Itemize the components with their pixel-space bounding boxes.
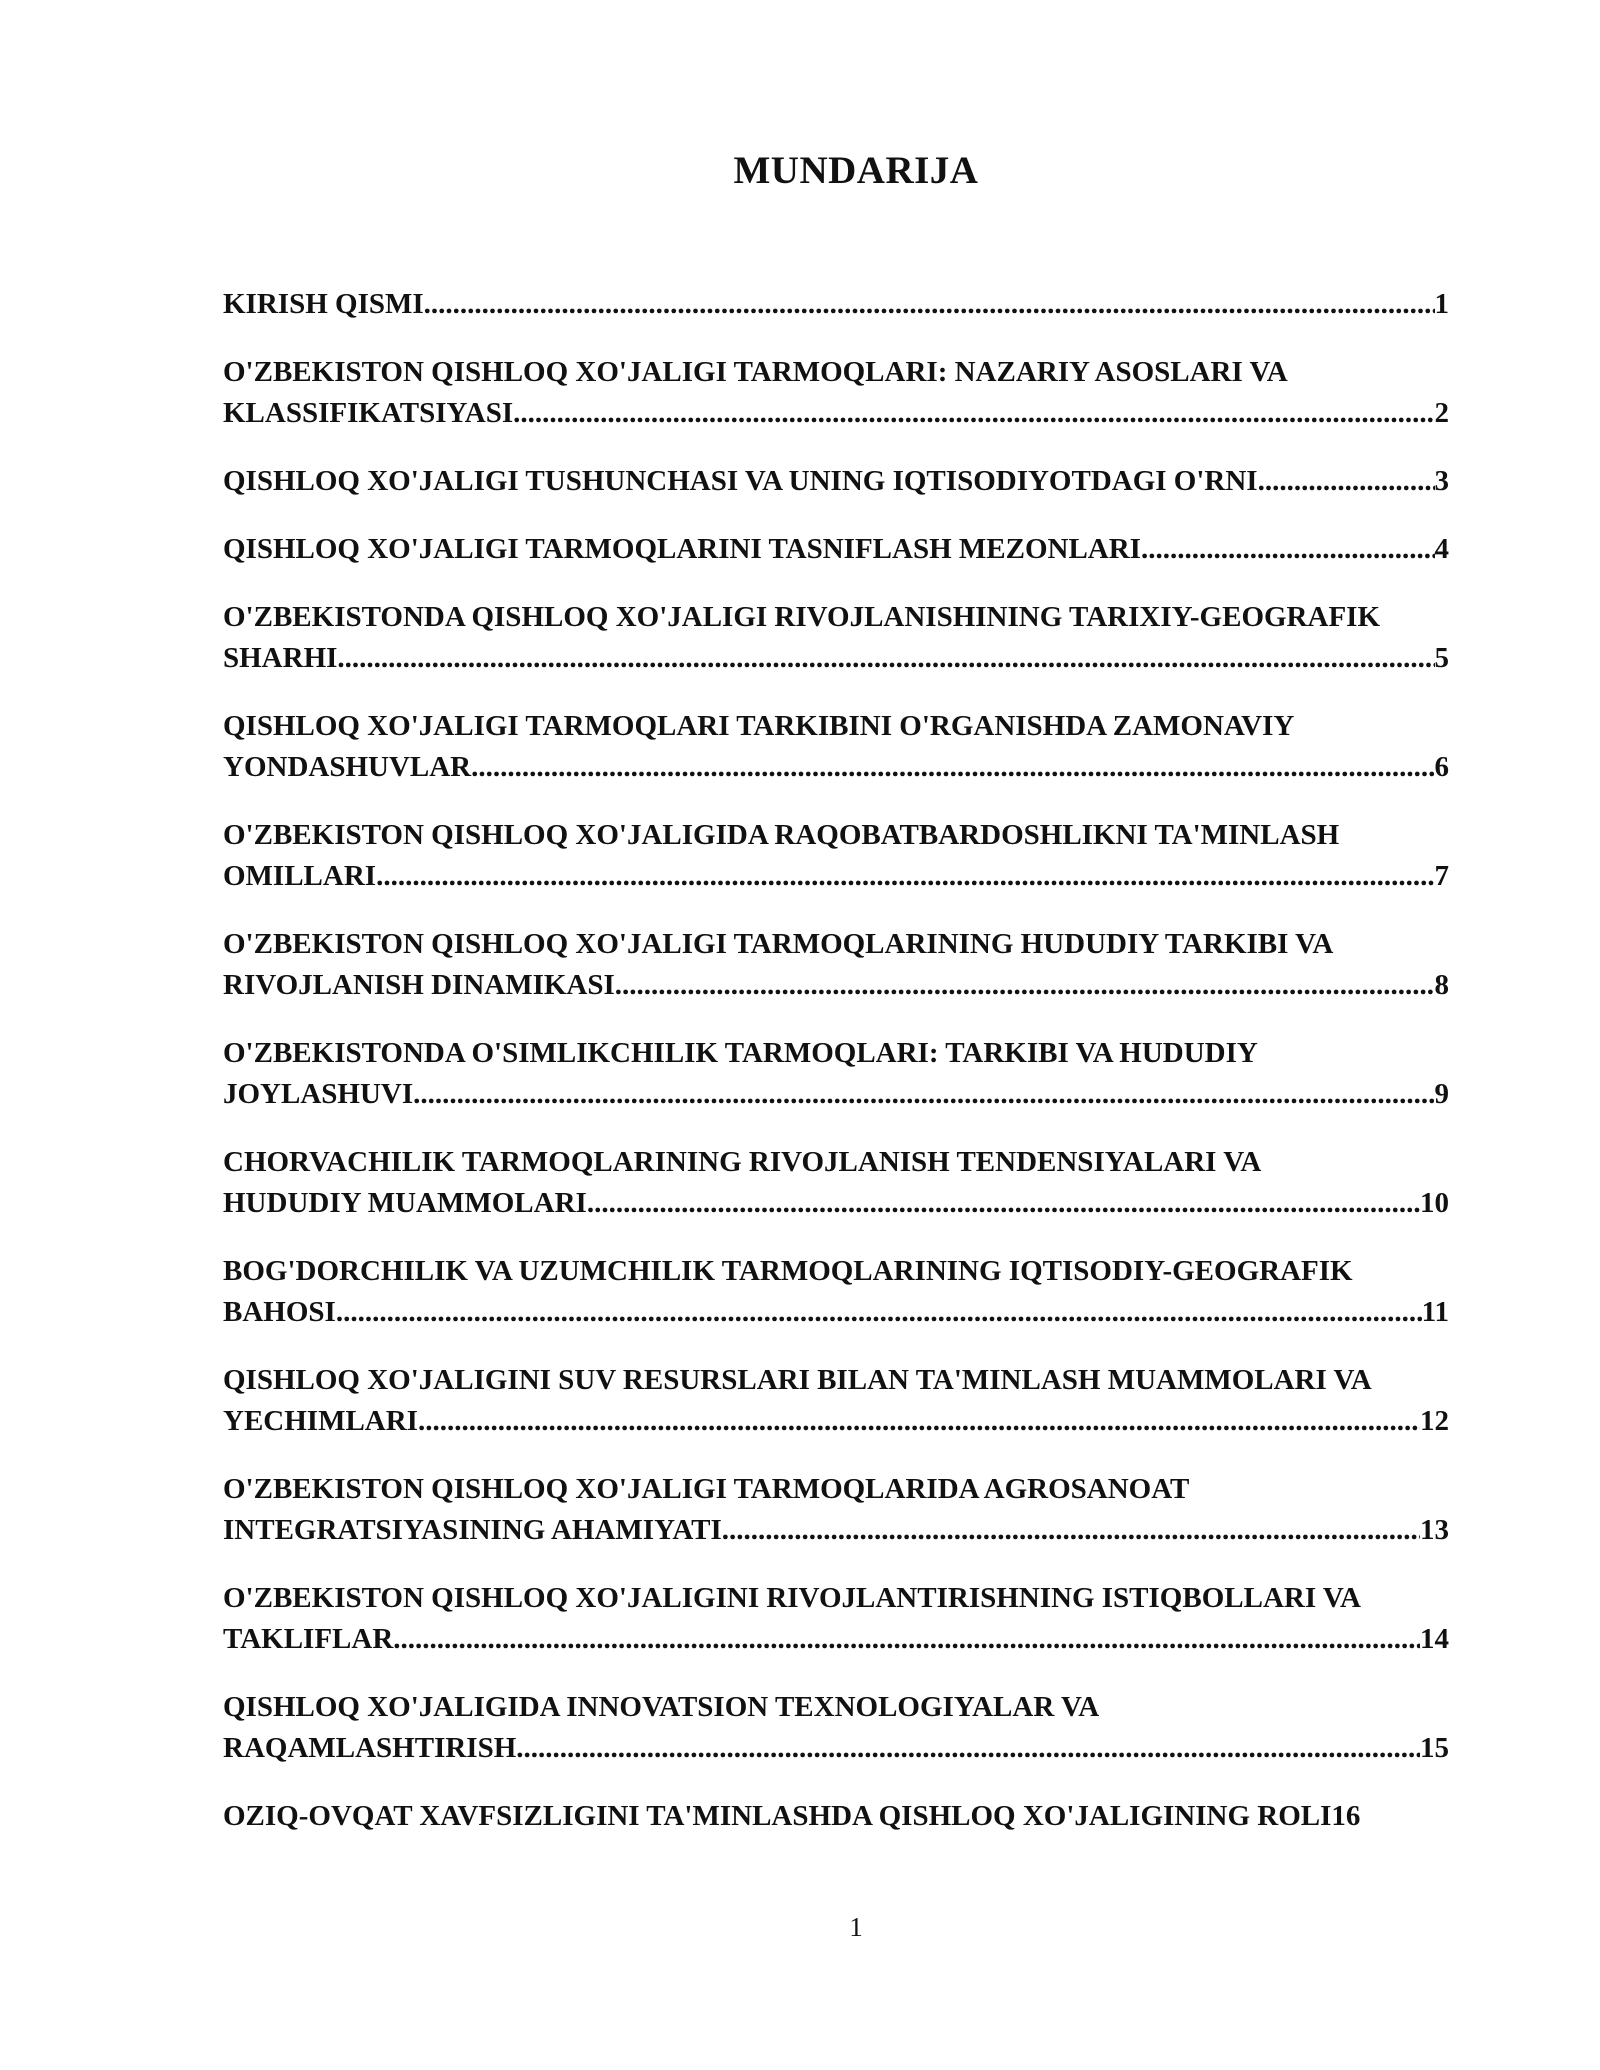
dot-leader (471, 747, 1434, 788)
toc-entry-title-line: BOG'DORCHILIK VA UZUMCHILIK TARMOQLARINING IQTISODIY-GEOGRAFIK (223, 1255, 1353, 1287)
dot-leader (337, 638, 1434, 679)
dot-leader (722, 1510, 1420, 1551)
toc-entry-line (223, 1510, 1449, 1551)
dot-leader (418, 1401, 1420, 1442)
toc-entry-title: RIVOJLANISH DINAMIKASI (223, 969, 615, 1001)
toc-entry-page-number: 15 (1420, 1732, 1449, 1764)
toc-entry-title: YECHIMLARI (223, 1405, 418, 1437)
toc-entry[interactable] (223, 352, 1483, 434)
toc-entry-line (223, 529, 1449, 570)
dot-leader (516, 1728, 1420, 1769)
toc-entry[interactable] (223, 815, 1483, 897)
toc-entry-title-line: O'ZBEKISTON QISHLOQ XO'JALIGINI RIVOJLANTIRISHNING ISTIQBOLLARI VA (223, 1582, 1361, 1614)
toc-entry-page-number: 10 (1420, 1187, 1449, 1219)
toc-entry-title-line: QISHLOQ XO'JALIGI TARMOQLARI TARKIBINI O'RGANISHDA ZAMONAVIY (223, 710, 1295, 742)
toc-entry-title: SHARHI (223, 642, 338, 674)
dot-leader (424, 284, 1435, 325)
dot-leader (376, 856, 1434, 897)
toc-entry-title: KLASSIFIKATSIYASI (223, 397, 514, 429)
toc-entry[interactable] (223, 529, 1483, 570)
toc-entry-line (223, 1728, 1449, 1769)
toc-entry[interactable] (223, 1033, 1483, 1115)
toc-entry-page-number: 12 (1420, 1405, 1449, 1437)
toc-entry-title: JOYLASHUVI (223, 1078, 414, 1110)
page-number: 1 (849, 1912, 863, 1942)
toc-entry-title-line: O'ZBEKISTON QISHLOQ XO'JALIGI TARMOQLARI: NAZARIY ASOSLARI VA (223, 356, 1288, 388)
toc-entry[interactable] (223, 1251, 1483, 1333)
toc-entry-title: KIRISH QISMI (223, 288, 424, 320)
toc-entry-title: BAHOSI (223, 1296, 336, 1328)
toc-entry[interactable] (223, 1687, 1483, 1769)
toc-entry-line (223, 1401, 1449, 1442)
toc-entry-title: OMILLARI (223, 860, 377, 892)
toc-entry-page-number: 7 (1434, 860, 1449, 892)
toc-entry[interactable] (223, 1142, 1483, 1224)
toc-entry-page-number: 2 (1434, 397, 1449, 429)
toc-entry-title: QISHLOQ XO'JALIGI TARMOQLARINI TASNIFLASH MEZONLARI (223, 533, 1141, 565)
toc-entry-page-number: 16 (1331, 1800, 1361, 1832)
toc-entry-title: HUDUDIY MUAMMOLARI (223, 1187, 587, 1219)
toc-entry[interactable] (223, 284, 1483, 325)
toc-entry-title: RAQAMLASHTIRISH (223, 1732, 517, 1764)
toc-entry[interactable] (223, 1578, 1483, 1660)
dot-leader (393, 1619, 1420, 1660)
toc-entry[interactable] (223, 1469, 1483, 1551)
toc-entry-page-number: 14 (1420, 1623, 1449, 1655)
page-title: MUNDARIJA (733, 149, 979, 192)
toc-entry-line (223, 1183, 1449, 1224)
toc-entry-page-number: 5 (1434, 642, 1449, 674)
toc-entry-title: YONDASHUVLAR (223, 751, 472, 783)
dot-leader (1258, 461, 1435, 502)
toc-entry-title: INTEGRATSIYASINING AHAMIYATI (223, 1514, 722, 1546)
toc-entry-title-line: O'ZBEKISTONDA O'SIMLIKCHILIK TARMOQLARI: TARKIBI VA HUDUDIY (223, 1037, 1258, 1069)
toc-entry-title-line: O'ZBEKISTON QISHLOQ XO'JALIGI TARMOQLARINING HUDUDIY TARKIBI VA (223, 928, 1334, 960)
toc-entry-line (223, 393, 1449, 434)
table-of-contents (223, 284, 1483, 1864)
dot-leader (513, 393, 1434, 434)
toc-entry-line (223, 461, 1449, 502)
toc-entry-line (223, 747, 1449, 788)
toc-entry-line (223, 1292, 1449, 1333)
toc-entry[interactable] (223, 597, 1483, 679)
toc-entry-line (223, 1074, 1449, 1115)
toc-entry-title-line: CHORVACHILIK TARMOQLARINING RIVOJLANISH TENDENSIYALARI VA (223, 1146, 1262, 1178)
toc-entry[interactable] (223, 1360, 1483, 1442)
toc-entry-title: OZIQ-OVQAT XAVFSIZLIGINI TA'MINLASHDA QISHLOQ XO'JALIGINING ROLI (223, 1800, 1332, 1832)
toc-entry-title-line: O'ZBEKISTONDA QISHLOQ XO'JALIGI RIVOJLANISHINING TARIXIY-GEOGRAFIK (223, 601, 1380, 633)
toc-entry-page-number: 6 (1434, 751, 1449, 783)
dot-leader (413, 1074, 1434, 1115)
toc-entry-page-number: 9 (1434, 1078, 1449, 1110)
toc-entry-page-number: 11 (1421, 1296, 1449, 1328)
toc-entry[interactable] (223, 924, 1483, 1006)
toc-entry-page-number: 8 (1434, 969, 1449, 1001)
toc-entry-page-number: 1 (1434, 288, 1449, 320)
dot-leader (336, 1292, 1422, 1333)
toc-entry-title-line: O'ZBEKISTON QISHLOQ XO'JALIGI TARMOQLARIDA AGROSANOAT (223, 1473, 1190, 1505)
toc-entry[interactable] (223, 706, 1483, 788)
toc-entry-line (223, 638, 1449, 679)
toc-entry-title: TAKLIFLAR (223, 1623, 394, 1655)
toc-entry-title-line: QISHLOQ XO'JALIGIDA INNOVATSION TEXNOLOGIYALAR VA (223, 1691, 1100, 1723)
toc-entry-page-number: 13 (1420, 1514, 1449, 1546)
toc-entry-title: QISHLOQ XO'JALIGI TUSHUNCHASI VA UNING IQTISODIYOTDAGI O'RNI (223, 465, 1258, 497)
toc-entry-line (223, 965, 1449, 1006)
dot-leader (587, 1183, 1420, 1224)
toc-entry-line (223, 1619, 1449, 1660)
toc-entry-title-line: QISHLOQ XO'JALIGINI SUV RESURSLARI BILAN TA'MINLASH MUAMMOLARI VA (223, 1364, 1372, 1396)
toc-entry-line (223, 1796, 1449, 1837)
dot-leader (1141, 529, 1435, 570)
toc-entry[interactable] (223, 1796, 1483, 1837)
toc-entry-page-number: 3 (1434, 465, 1449, 497)
toc-entry-line (223, 856, 1449, 897)
dot-leader (615, 965, 1435, 1006)
toc-entry-page-number: 4 (1434, 533, 1449, 565)
toc-entry-line (223, 284, 1449, 325)
toc-entry-title-line: O'ZBEKISTON QISHLOQ XO'JALIGIDA RAQOBATBARDOSHLIKNI TA'MINLASH (223, 819, 1340, 851)
toc-entry[interactable] (223, 461, 1483, 502)
